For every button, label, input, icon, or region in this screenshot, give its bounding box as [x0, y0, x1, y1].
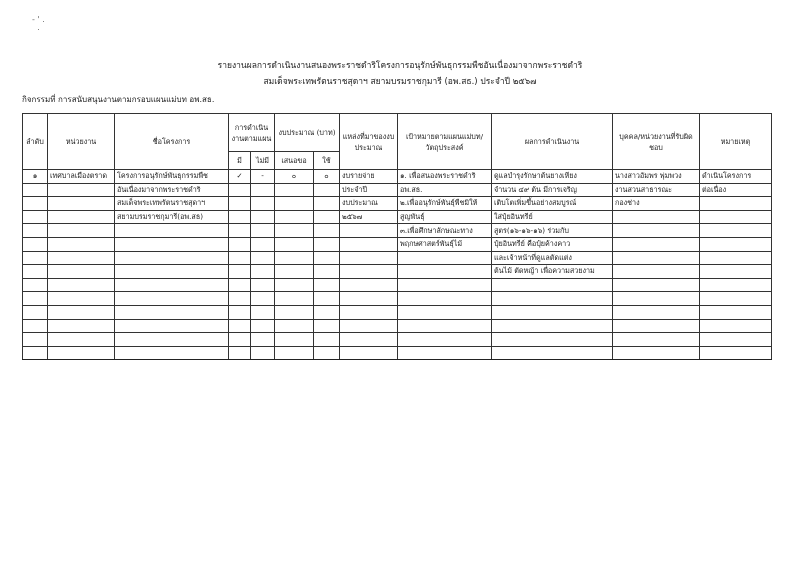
cell-yes	[229, 183, 251, 197]
cell-remark	[700, 197, 772, 211]
cell-proposed	[275, 292, 314, 306]
header-budget: งบประมาณ (บาท)	[275, 114, 340, 152]
cell-none	[251, 265, 275, 279]
cell-yes	[229, 224, 251, 238]
cell-remark	[700, 278, 772, 292]
cell-project	[115, 224, 229, 238]
cell-proposed	[275, 346, 314, 360]
cell-result	[492, 319, 613, 333]
scan-mark: - ' . .	[32, 15, 45, 32]
cell-yes	[229, 210, 251, 224]
cell-responsible: งานสวนสาธารณะ	[613, 183, 700, 197]
cell-agency	[48, 224, 115, 238]
cell-none	[251, 278, 275, 292]
cell-remark	[700, 224, 772, 238]
cell-used: ๐	[314, 170, 340, 184]
cell-used	[314, 305, 340, 319]
cell-result: จำนวน ๔๙ ต้น มีการเจริญ	[492, 183, 613, 197]
cell-no	[23, 251, 48, 265]
cell-responsible	[613, 251, 700, 265]
cell-yes	[229, 237, 251, 251]
header-plan-no: ไม่มี	[251, 152, 275, 170]
cell-proposed	[275, 265, 314, 279]
cell-source	[340, 305, 398, 319]
cell-source	[340, 292, 398, 306]
cell-remark	[700, 237, 772, 251]
cell-remark	[700, 319, 772, 333]
cell-result: ดูแลบำรุงรักษาต้นยางเหียง	[492, 170, 613, 184]
cell-no	[23, 346, 48, 360]
cell-result	[492, 333, 613, 347]
table-row	[23, 170, 772, 184]
cell-no	[23, 319, 48, 333]
cell-target	[398, 333, 492, 347]
table-row	[23, 197, 772, 211]
cell-responsible	[613, 333, 700, 347]
cell-target	[398, 278, 492, 292]
cell-none	[251, 237, 275, 251]
header-responsible: บุคคล/หน่วยงานที่รับผิดชอบ	[613, 114, 700, 170]
cell-no	[23, 210, 48, 224]
cell-none: -	[251, 170, 275, 184]
cell-responsible	[613, 265, 700, 279]
cell-responsible: นางสาวอัมพร พุ่มพวง	[613, 170, 700, 184]
cell-responsible: กองช่าง	[613, 197, 700, 211]
cell-target: พฤกษศาสตร์พันธุ์ไม้	[398, 237, 492, 251]
cell-yes	[229, 265, 251, 279]
header-source: แหล่งที่มาของงบประมาณ	[340, 114, 398, 170]
cell-none	[251, 319, 275, 333]
report-table	[22, 113, 772, 360]
cell-proposed	[275, 224, 314, 238]
cell-project	[115, 278, 229, 292]
cell-used	[314, 278, 340, 292]
header-result: ผลการดำเนินงาน	[492, 114, 613, 170]
cell-agency	[48, 265, 115, 279]
cell-yes	[229, 292, 251, 306]
cell-responsible	[613, 292, 700, 306]
cell-none	[251, 224, 275, 238]
cell-responsible	[613, 346, 700, 360]
report-subtitle: สมเด็จพระเทพรัตนราชสุดาฯ สยามบรมราชกุมารี (อพ.สธ.) ประจำปี ๒๕๖๗	[263, 77, 537, 87]
header-no: ลำดับ	[23, 114, 48, 170]
cell-source	[340, 265, 398, 279]
cell-result: เติบโตเพิ่มขึ้นอย่างสมบูรณ์	[492, 197, 613, 211]
header-plan: การดำเนินงานตามแผน	[229, 114, 275, 152]
cell-none	[251, 183, 275, 197]
cell-agency	[48, 183, 115, 197]
cell-source: ประจำปี	[340, 183, 398, 197]
cell-result: ต้นไม้ ตัดหญ้า เพื่อความสวยงาม	[492, 265, 613, 279]
cell-proposed	[275, 278, 314, 292]
table-row	[23, 292, 772, 306]
cell-remark	[700, 305, 772, 319]
cell-responsible	[613, 237, 700, 251]
cell-agency	[48, 346, 115, 360]
cell-responsible	[613, 319, 700, 333]
header-plan-yes: มี	[229, 152, 251, 170]
cell-remark	[700, 265, 772, 279]
cell-proposed	[275, 305, 314, 319]
cell-no	[23, 224, 48, 238]
cell-yes: ✓	[229, 170, 251, 184]
header-budget-used: ใช้	[314, 152, 340, 170]
cell-agency: เทศบาลเมืองตราด	[48, 170, 115, 184]
cell-source	[340, 251, 398, 265]
cell-used	[314, 251, 340, 265]
cell-used	[314, 224, 340, 238]
cell-source: งบรายจ่าย	[340, 170, 398, 184]
cell-yes	[229, 333, 251, 347]
cell-project: โครงการอนุรักษ์พันธุกรรมพืช	[115, 170, 229, 184]
table-row	[23, 305, 772, 319]
cell-agency	[48, 333, 115, 347]
cell-used	[314, 197, 340, 211]
cell-proposed	[275, 183, 314, 197]
cell-result	[492, 278, 613, 292]
cell-agency	[48, 319, 115, 333]
cell-target	[398, 265, 492, 279]
cell-target	[398, 292, 492, 306]
cell-project: อันเนื่องมาจากพระราชดำริ	[115, 183, 229, 197]
cell-no	[23, 237, 48, 251]
cell-source	[340, 278, 398, 292]
report-title: รายงานผลการดำเนินงานสนองพระราชดำริโครงการอนุรักษ์พันธุกรรมพืชอันเนื่องมาจากพระราชดำริ	[217, 61, 583, 71]
cell-none	[251, 346, 275, 360]
cell-proposed	[275, 319, 314, 333]
cell-remark	[700, 210, 772, 224]
table-row	[23, 210, 772, 224]
cell-none	[251, 333, 275, 347]
cell-target: ๓.เพื่อศึกษาลักษณะทาง	[398, 224, 492, 238]
table-row	[23, 237, 772, 251]
cell-project	[115, 346, 229, 360]
cell-project: สยามบรมราชกุมารี(อพ.สธ)	[115, 210, 229, 224]
cell-result: สูตร(๑๖-๑๖-๑๖) ร่วมกับ	[492, 224, 613, 238]
cell-used	[314, 292, 340, 306]
cell-target	[398, 305, 492, 319]
cell-none	[251, 197, 275, 211]
header-target: เป้าหมายตามแผนแม่บท/วัตถุประสงค์	[398, 114, 492, 170]
cell-no	[23, 292, 48, 306]
cell-remark	[700, 333, 772, 347]
cell-used	[314, 333, 340, 347]
cell-used	[314, 319, 340, 333]
cell-no: ๑	[23, 170, 48, 184]
cell-yes	[229, 319, 251, 333]
header-project: ชื่อโครงการ	[115, 114, 229, 170]
header-agency: หน่วยงาน	[48, 114, 115, 170]
cell-used	[314, 265, 340, 279]
table-row	[23, 183, 772, 197]
cell-remark: ดำเนินโครงการ	[700, 170, 772, 184]
cell-result	[492, 305, 613, 319]
cell-remark	[700, 346, 772, 360]
header-remark: หมายเหตุ	[700, 114, 772, 170]
cell-responsible	[613, 210, 700, 224]
cell-agency	[48, 197, 115, 211]
cell-project	[115, 319, 229, 333]
cell-agency	[48, 278, 115, 292]
cell-proposed	[275, 210, 314, 224]
cell-proposed	[275, 333, 314, 347]
cell-target: ๑. เพื่อสนองพระราชดำริ	[398, 170, 492, 184]
cell-agency	[48, 292, 115, 306]
cell-no	[23, 278, 48, 292]
cell-agency	[48, 305, 115, 319]
cell-no	[23, 197, 48, 211]
cell-project	[115, 305, 229, 319]
cell-result: ใส่ปุ๋ยอินทรีย์	[492, 210, 613, 224]
cell-no	[23, 305, 48, 319]
cell-remark	[700, 292, 772, 306]
cell-yes	[229, 305, 251, 319]
cell-no	[23, 183, 48, 197]
cell-target: สูญพันธุ์	[398, 210, 492, 224]
cell-result: และเจ้าหน้าที่ดูแลตัดแต่ง	[492, 251, 613, 265]
cell-none	[251, 292, 275, 306]
cell-target	[398, 251, 492, 265]
cell-no	[23, 265, 48, 279]
cell-none	[251, 210, 275, 224]
cell-none	[251, 305, 275, 319]
cell-project: สมเด็จพระเทพรัตนราชสุดาฯ	[115, 197, 229, 211]
cell-proposed	[275, 237, 314, 251]
cell-remark	[700, 251, 772, 265]
cell-target: ๒.เพื่ออนุรักษ์พันธุ์พืชมิให้	[398, 197, 492, 211]
cell-yes	[229, 278, 251, 292]
table-row	[23, 265, 772, 279]
cell-source	[340, 237, 398, 251]
cell-agency	[48, 251, 115, 265]
cell-agency	[48, 210, 115, 224]
cell-proposed	[275, 197, 314, 211]
cell-project	[115, 251, 229, 265]
table-row	[23, 346, 772, 360]
cell-used	[314, 183, 340, 197]
cell-result: ปุ๋ยอินทรีย์ คือปุ๋ยค้างคาว	[492, 237, 613, 251]
cell-source	[340, 333, 398, 347]
table-row	[23, 224, 772, 238]
activity-label: กิจกรรมที่ การสนับสนุนงานตามกรอบแผนแม่บท อพ.สธ.	[22, 95, 215, 104]
header-budget-proposed: เสนอขอ	[275, 152, 314, 170]
cell-yes	[229, 346, 251, 360]
cell-yes	[229, 251, 251, 265]
cell-remark: ต่อเนื่อง	[700, 183, 772, 197]
cell-target: อพ.สธ.	[398, 183, 492, 197]
cell-responsible	[613, 224, 700, 238]
cell-target	[398, 346, 492, 360]
table-row	[23, 319, 772, 333]
cell-source	[340, 319, 398, 333]
cell-responsible	[613, 305, 700, 319]
cell-proposed: ๐	[275, 170, 314, 184]
cell-agency	[48, 237, 115, 251]
cell-source: งบประมาณ	[340, 197, 398, 211]
table-row	[23, 333, 772, 347]
cell-project	[115, 265, 229, 279]
cell-source	[340, 224, 398, 238]
cell-used	[314, 346, 340, 360]
cell-target	[398, 319, 492, 333]
cell-no	[23, 333, 48, 347]
cell-none	[251, 251, 275, 265]
cell-project	[115, 237, 229, 251]
table-row	[23, 278, 772, 292]
cell-project	[115, 333, 229, 347]
cell-result	[492, 292, 613, 306]
cell-responsible	[613, 278, 700, 292]
cell-used	[314, 237, 340, 251]
cell-result	[492, 346, 613, 360]
cell-source: ๒๕๖๗	[340, 210, 398, 224]
cell-yes	[229, 197, 251, 211]
cell-proposed	[275, 251, 314, 265]
table-row	[23, 251, 772, 265]
cell-source	[340, 346, 398, 360]
cell-used	[314, 210, 340, 224]
cell-project	[115, 292, 229, 306]
